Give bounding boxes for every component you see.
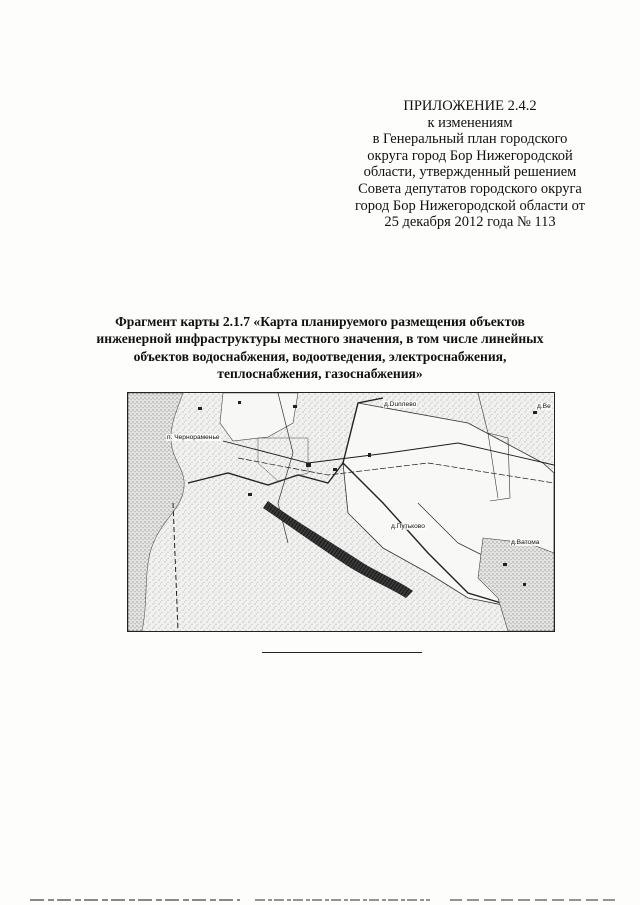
map-title-line: объектов водоснабжения, водоотведения, электроснабжения, (133, 348, 507, 364)
map-title-line: теплоснабжения, газоснабжения» (217, 366, 423, 382)
label-chernoramenye: п. Чернораменье (167, 434, 220, 441)
appendix-date-line: 25 декабря 2012 года № 113 (384, 214, 556, 231)
divider-line (262, 652, 422, 653)
appendix-line: к изменениям (427, 114, 513, 131)
map-graphic (128, 393, 554, 631)
label-putkovo: д.Путьково (391, 523, 425, 530)
appendix-line: город Бор Нижегородской области от (354, 197, 586, 214)
appendix-title: ПРИЛОЖЕНИЕ 2.4.2 (403, 98, 537, 114)
appendix-line: в Генеральный план городского (372, 131, 568, 148)
label-vatoma: д.Ватома (511, 539, 540, 546)
appendix-line: области, утвержденный решением (363, 164, 577, 181)
map-title-line: Фрагмент карты 2.1.7 «Карта планируемого размещения объектов (115, 314, 525, 329)
appendix-line: Совета депутатов городского округа (358, 180, 582, 197)
appendix-header (320, 98, 620, 231)
label-ve: д.Ве (537, 403, 551, 410)
map-title-line: инженерной инфраструктуры местного значения, в том числе линейных (96, 331, 544, 347)
appendix-line: округа город Бор Нижегородской (367, 147, 573, 164)
map-fragment-title (95, 313, 545, 383)
label-duplevo: д.Duплево (384, 401, 417, 408)
map-fragment (127, 392, 555, 632)
scan-edge-artifact (0, 898, 640, 902)
